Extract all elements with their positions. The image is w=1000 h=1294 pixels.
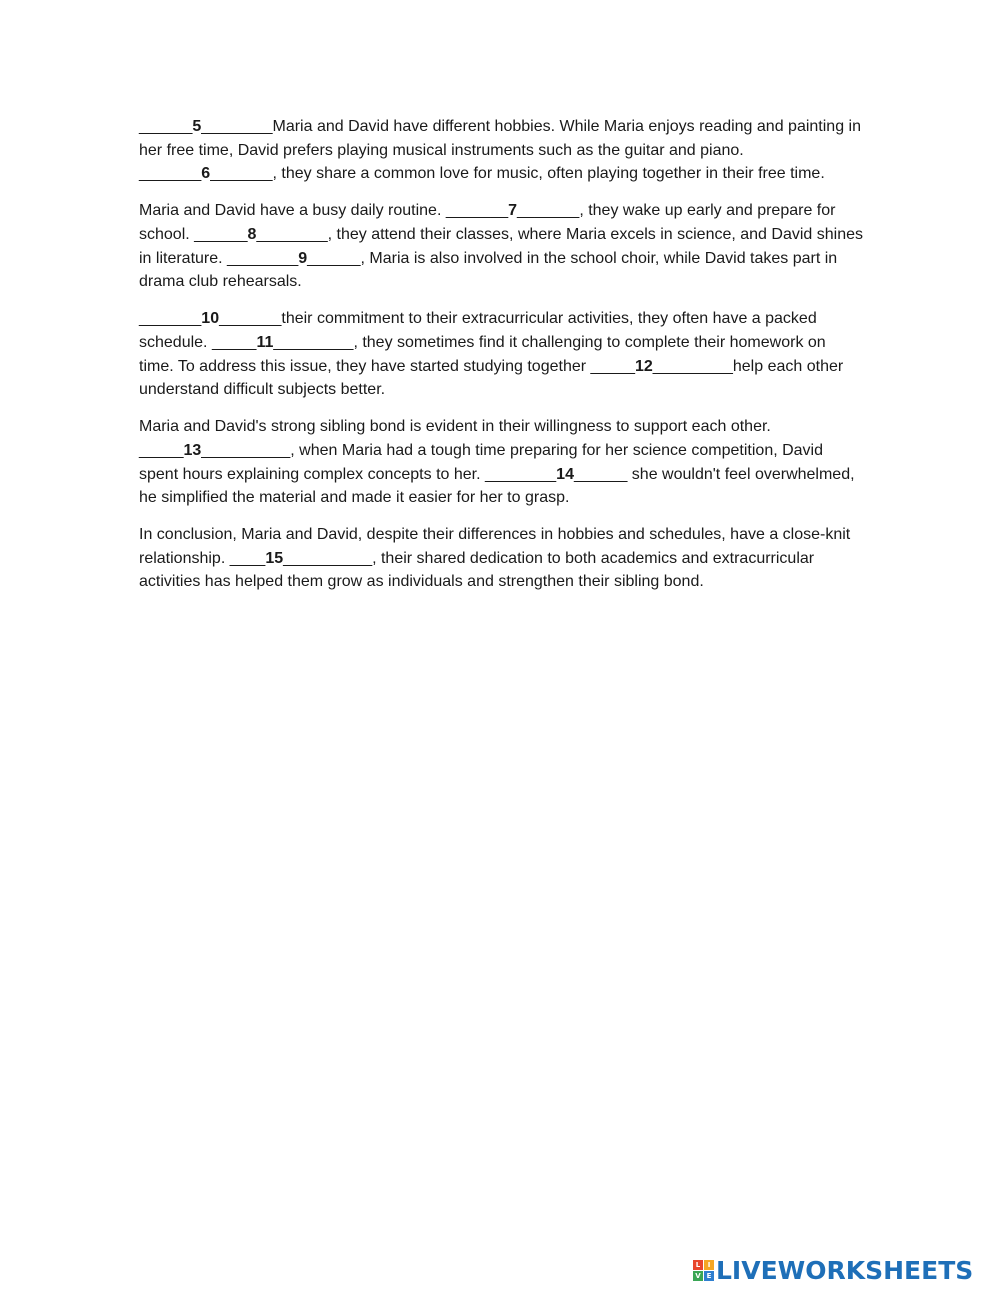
paragraph-text: Maria and David's strong sibling bond is evident in their willingness to support each other. _____ xyxy=(139,418,771,459)
paragraph-text: _________help each other understand difficult subjects better. xyxy=(139,357,844,399)
paragraph-text: Maria and David have a busy daily routine. _______ xyxy=(139,202,509,220)
paragraph-text: _______, they wake up early and prepare for school. ______ xyxy=(139,202,836,243)
blank-number-10: 10 xyxy=(201,310,220,328)
blank-number-8: 8 xyxy=(247,225,257,243)
paragraph-3 xyxy=(139,307,864,401)
paragraph-4 xyxy=(139,415,864,509)
blank-number-7: 7 xyxy=(508,202,518,220)
blank-number-6: 6 xyxy=(201,165,211,183)
paragraph-text: ______, Maria is also involved in the school choir, while David takes part in drama club rehearsals. xyxy=(139,249,838,291)
paragraph-text: ______ she wouldn't feel overwhelmed, he simplified the material and made it easier for her to grasp. xyxy=(139,465,855,507)
paragraph-1 xyxy=(139,115,864,186)
logo-letter-l: L xyxy=(693,1260,703,1270)
paragraph-text: ________, they attend their classes, where Maria excels in science, and David shines in literature. ________ xyxy=(139,225,863,267)
liveworksheets-brand xyxy=(693,1255,973,1285)
blank-number-14: 14 xyxy=(556,465,574,483)
blank-number-11: 11 xyxy=(256,333,274,351)
paragraph-text: __________, when Maria had a tough time preparing for her science competition, David spent hours explaining complex concepts to her. ________ xyxy=(139,441,824,483)
worksheet-content xyxy=(139,115,864,608)
paragraph-5 xyxy=(139,523,864,594)
liveworksheets-logo-icon xyxy=(693,1260,714,1281)
paragraph-text: _________, they sometimes find it challenging to complete their homework on time. To address this issue, they have started studying together _____ xyxy=(139,333,826,375)
logo-letter-i: I xyxy=(704,1260,714,1270)
paragraph-text: In conclusion, Maria and David, despite their differences in hobbies and schedules, have a close-knit relationship. ____ xyxy=(139,526,851,567)
paragraph-text: ______ xyxy=(139,118,193,135)
blank-number-15: 15 xyxy=(265,549,284,567)
blank-number-12: 12 xyxy=(635,357,653,375)
blank-number-9: 9 xyxy=(298,249,308,267)
paragraph-text: __________, their shared dedication to both academics and extracurricular activities has helped them grow as individuals and strengthen their sibling bond. xyxy=(139,549,815,591)
brand-name: LIVEWORKSHEETS xyxy=(716,1255,974,1285)
logo-letter-v: V xyxy=(693,1271,703,1281)
paragraph-2 xyxy=(139,199,864,293)
logo-letter-e: E xyxy=(704,1271,714,1281)
paragraph-text: _______, they share a common love for music, often playing together in their free time. xyxy=(210,165,825,183)
paragraph-text: ________Maria and David have different hobbies. While Maria enjoys reading and painting in her free time, David prefers playing musical instruments such as the guitar and piano. _______ xyxy=(139,118,861,183)
blank-number-5: 5 xyxy=(192,118,202,135)
blank-number-13: 13 xyxy=(183,441,202,459)
paragraph-text: _______their commitment to their extracurricular activities, they often have a packed schedule. _____ xyxy=(139,310,817,351)
paragraph-text: _______ xyxy=(139,310,202,328)
